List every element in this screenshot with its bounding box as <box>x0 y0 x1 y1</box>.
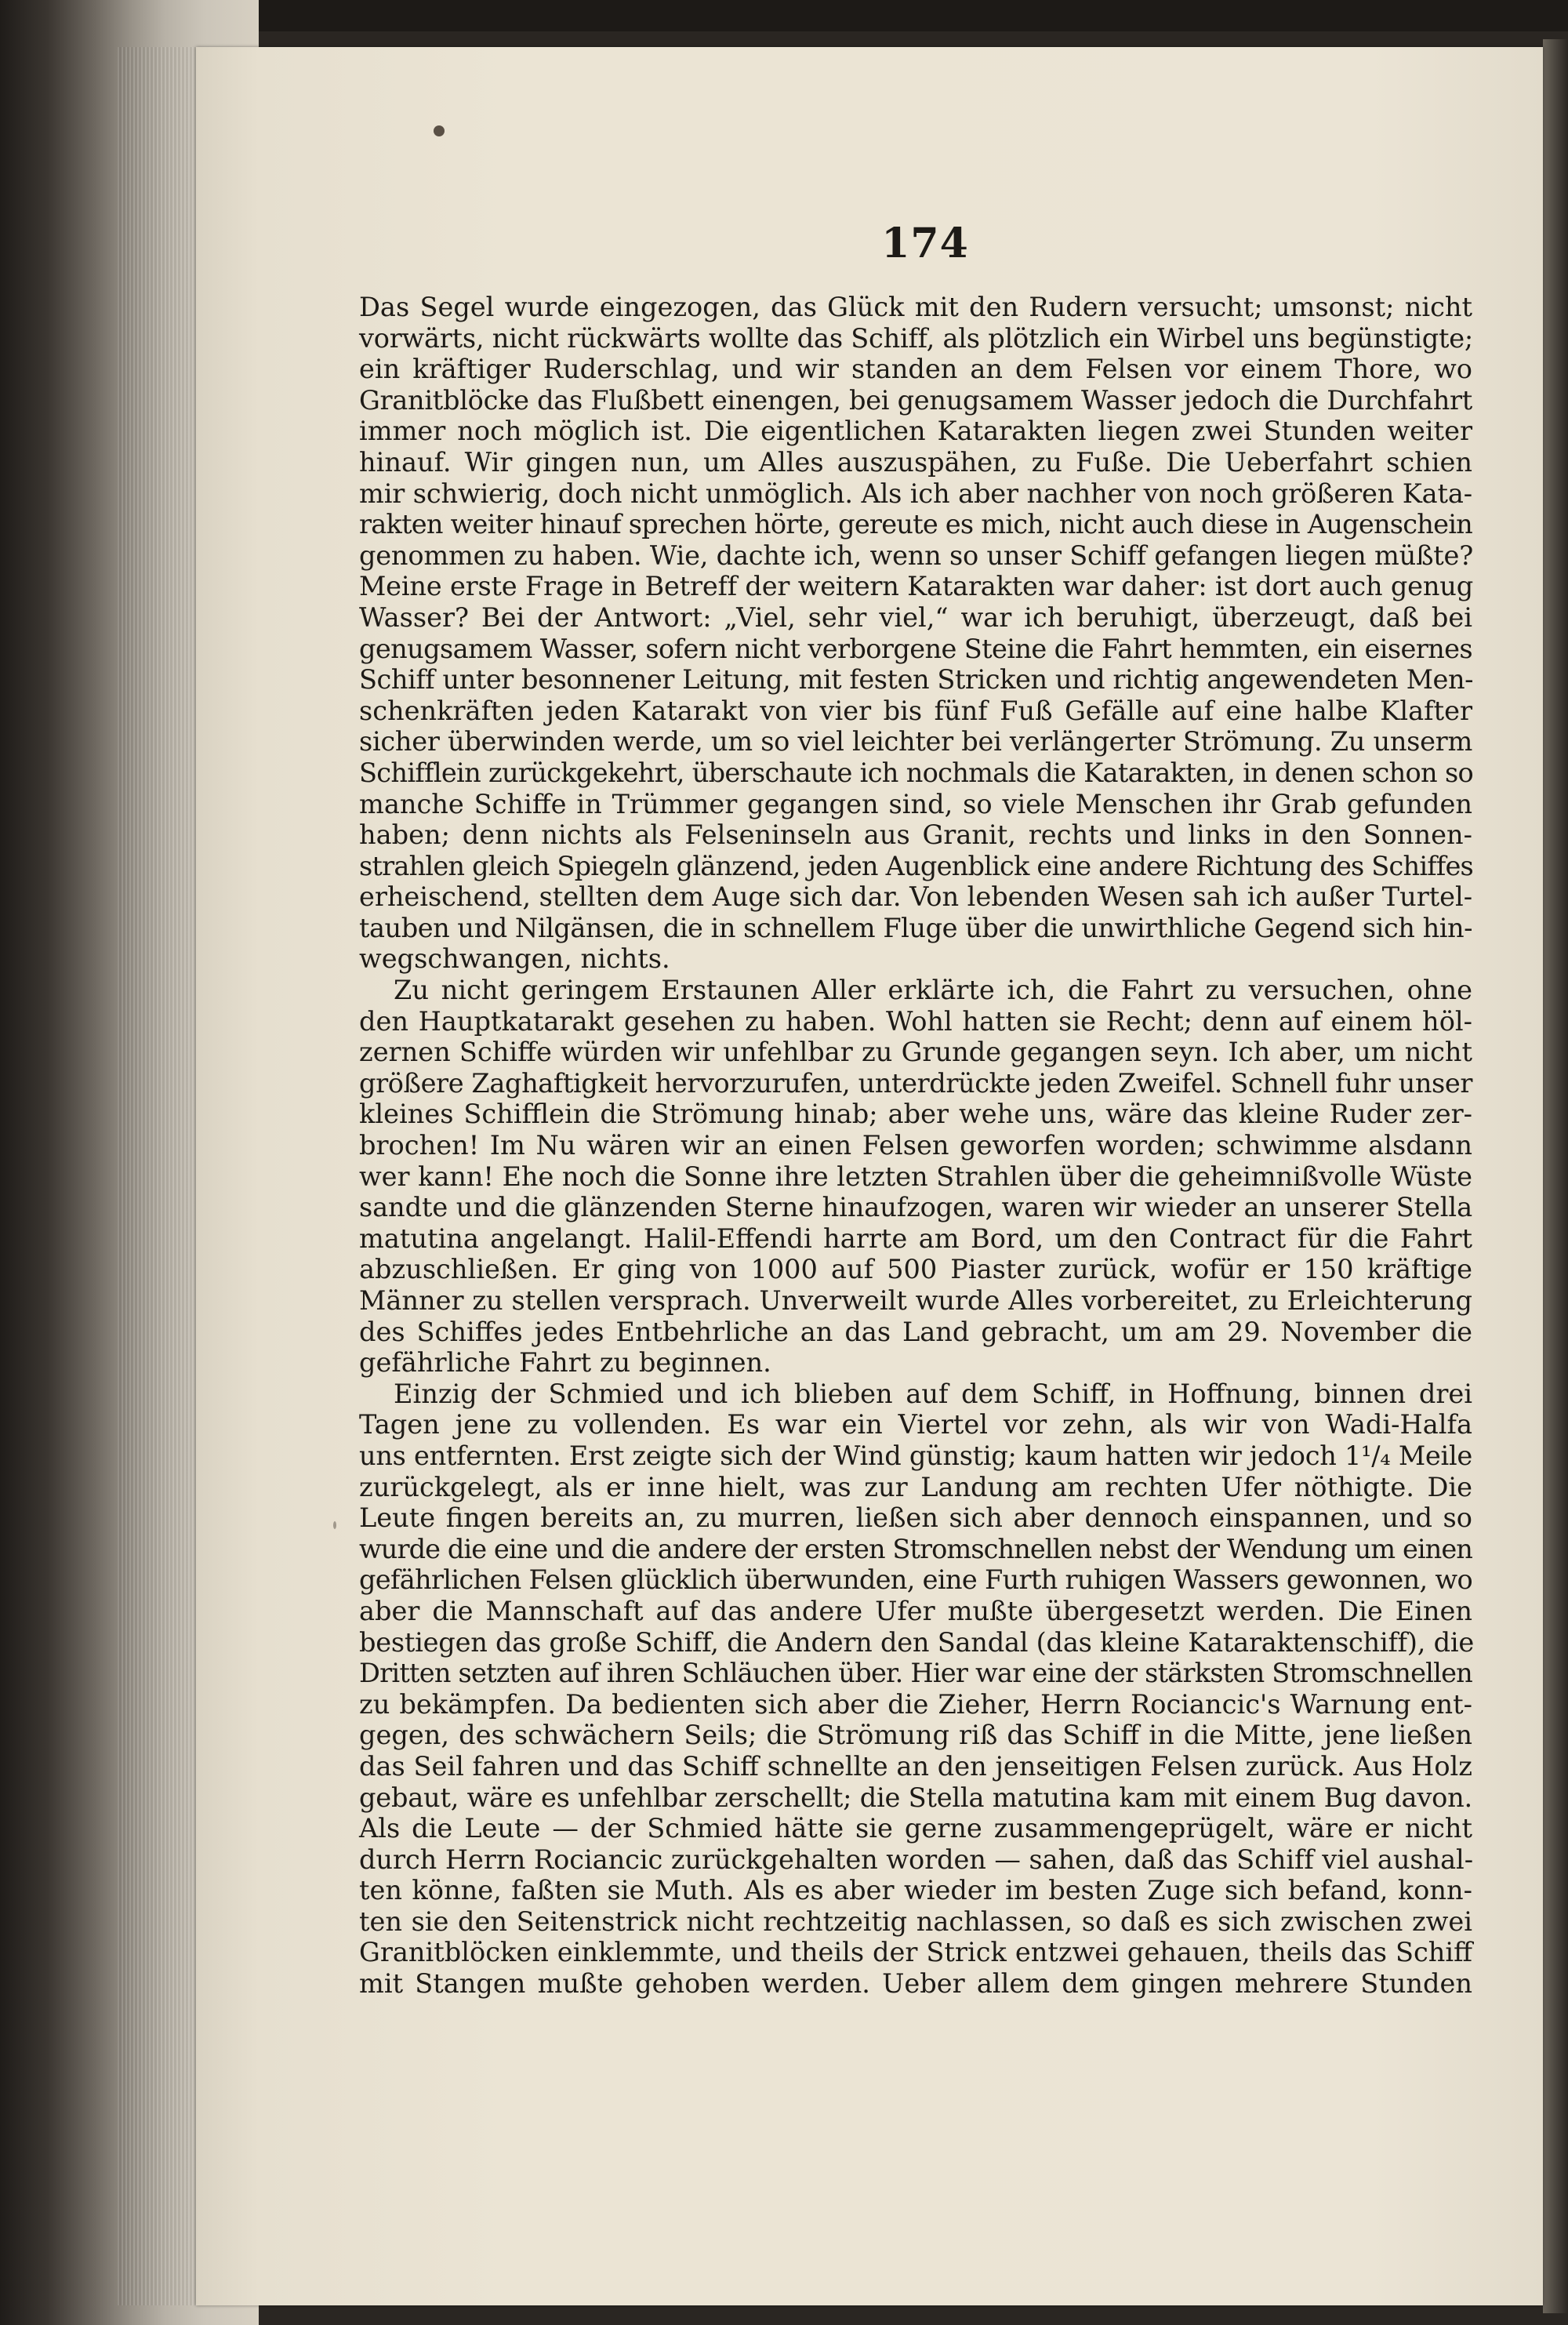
text-line: manche Schiffe in Trümmer gegangen sind, so viele Menschen ihr Grab gefunden <box>359 788 1472 819</box>
text-line: gegen, des schwächern Seils; die Strömung riß das Schiff in die Mitte, jene ließen <box>359 1720 1472 1751</box>
ink-speck <box>434 125 445 136</box>
text-line: ten könne, faßten sie Muth. Als es aber wieder im besten Zuge sich befand, konn- <box>359 1875 1472 1906</box>
text-line: durch Herrn Rociancic zurückgehalten worden — sahen, daß das Schiff viel aushal- <box>359 1844 1473 1875</box>
text-line: strahlen gleich Spiegeln glänzend, jeden Augenblick eine andere Richtung des Schiffes <box>359 850 1473 881</box>
right-page-shadow <box>1543 39 1568 2313</box>
text-line: sicher überwinden werde, um so viel leichter bei verlängerter Strömung. Zu unserm <box>359 726 1472 757</box>
text-line: aber die Mannschaft auf das andere Ufer mußte übergesetzt werden. Die Einen <box>359 1595 1472 1626</box>
text-line: Männer zu stellen versprach. Unverweilt wurde Alles vorbereitet, zu Erleichterung <box>359 1285 1472 1316</box>
body-text <box>359 292 1475 2000</box>
text-line: brochen! Im Nu wären wir an einen Felsen geworfen worden; schwimme alsdann <box>359 1130 1472 1161</box>
text-line: Schifflein zurückgekehrt, überschaute ich nochmals die Katarakten, in denen schon so <box>359 757 1473 788</box>
text-line: des Schiffes jedes Entbehrliche an das Land gebracht, um am 29. November die <box>359 1316 1472 1347</box>
text-line: größere Zaghaftigkeit hervorzurufen, unterdrückte jeden Zweifel. Schnell fuhr unser <box>359 1067 1472 1099</box>
text-line: zu bekämpfen. Da bedienten sich aber die Zieher, Herrn Rociancic's Warnung ent- <box>359 1688 1472 1720</box>
text-line: ein kräftiger Ruderschlag, und wir standen an dem Felsen vor einem Thore, wo <box>359 354 1472 385</box>
text-line: vorwärts, nicht rückwärts wollte das Schiff, als plötzlich ein Wirbel uns begünstigte; <box>359 322 1473 354</box>
text-line: Granitblöcken einklemmte, und theils der Strick entzwei gehauen, theils das Schiff <box>359 1937 1472 1968</box>
text-line: matutina angelangt. Halil-Effendi harrte am Bord, um den Contract für die Fahrt <box>359 1222 1472 1254</box>
text-line: immer noch möglich ist. Die eigentlichen Katarakten liegen zwei Stunden weiter <box>359 416 1472 447</box>
text-line: Meine erste Frage in Betreff der weitern Katarakten war daher: ist dort auch genug <box>359 571 1473 602</box>
text-line: bestiegen das große Schiff, die Andern den Sandal (das kleine Kataraktenschiff), die <box>359 1626 1475 1658</box>
text-line: mir schwierig, doch nicht unmöglich. Als ich aber nachher von noch größeren Kata- <box>359 478 1472 509</box>
text-line: Wasser? Bei der Antwort: „Viel, sehr viel,“ war ich beruhigt, überzeugt, daß bei <box>359 601 1472 633</box>
text-line: tauben und Nilgänsen, die in schnellem Fluge über die unwirthliche Gegend sich hin- <box>359 912 1472 943</box>
ink-speck <box>333 1521 336 1529</box>
text-line: uns entfernten. Erst zeigte sich der Wind günstig; kaum hatten wir jedoch 1¹/₄ Meile <box>359 1440 1472 1471</box>
text-line: kleines Schifflein die Strömung hinab; aber wehe uns, wäre das kleine Ruder zer- <box>359 1099 1472 1130</box>
text-line: abzuschließen. Er ging von 1000 auf 500 Piaster zurück, wofür er 150 kräftige <box>359 1254 1472 1285</box>
text-line: haben; denn nichts als Felseninseln aus Granit, rechts und links in den Sonnen- <box>359 819 1472 851</box>
text-line: rakten weiter hinauf sprechen hörte, gereute es mich, nicht auch diese in Augenschein <box>359 509 1472 540</box>
text-line: Zu nicht geringem Erstaunen Aller erklärte ich, die Fahrt zu versuchen, ohne <box>394 975 1472 1006</box>
text-line: wegschwangen, nichts. <box>359 943 670 975</box>
text-line: Das Segel wurde eingezogen, das Glück mit den Rudern versucht; umsonst; nicht <box>359 292 1472 322</box>
text-line: wer kann! Ehe noch die Sonne ihre letzten Strahlen über die geheimnißvolle Wüste <box>359 1161 1472 1192</box>
text-line: genugsamem Wasser, sofern nicht verborgene Steine die Fahrt hemmten, ein eisernes <box>359 633 1472 664</box>
text-line: Granitblöcke das Flußbett einengen, bei genugsamem Wasser jedoch die Durchfahrt <box>359 384 1472 416</box>
text-line: gebaut, wäre es unfehlbar zerschellt; die Stella matutina kam mit einem Bug davon. <box>359 1782 1472 1813</box>
text-line: Einzig der Schmied und ich blieben auf dem Schiff, in Hoffnung, binnen drei <box>394 1378 1472 1409</box>
text-line: hinauf. Wir gingen nun, um Alles auszuspähen, zu Fuße. Die Ueberfahrt schien <box>359 446 1472 478</box>
text-line: mit Stangen mußte gehoben werden. Ueber allem dem gingen mehrere Stunden <box>359 1968 1472 2000</box>
text-line: erheischend, stellten dem Auge sich dar. Von lebenden Wesen sah ich außer Turtel- <box>359 881 1472 913</box>
text-line: das Seil fahren und das Schiff schnellte an den jenseitigen Felsen zurück. Aus Holz <box>359 1750 1472 1782</box>
text-line: zernen Schiffe würden wir unfehlbar zu Grunde gegangen seyn. Ich aber, um nicht <box>359 1037 1472 1068</box>
text-line: Schiff unter besonnener Leitung, mit festen Stricken und richtig angewendeten Men- <box>359 664 1473 696</box>
text-line: schenkräften jeden Katarakt von vier bis fünf Fuß Gefälle auf eine halbe Klafter <box>359 695 1472 726</box>
text-line: Tagen jene zu vollenden. Es war ein Viertel vor zehn, als wir von Wadi-Halfa <box>359 1409 1472 1440</box>
page-number: 174 <box>881 220 969 267</box>
text-line: gefährlichen Felsen glücklich überwunden, eine Furth ruhigen Wassers gewonnen, wo <box>359 1564 1472 1596</box>
text-line: wurde die eine und die andere der ersten Stromschnellen nebst der Wendung um einen <box>359 1533 1472 1564</box>
text-line: gefährliche Fahrt zu beginnen. <box>359 1347 771 1379</box>
text-line: genommen zu haben. Wie, dachte ich, wenn so unser Schiff gefangen liegen müßte? <box>359 539 1473 571</box>
text-line: Als die Leute — der Schmied hätte sie gerne zusammengeprügelt, wäre er nicht <box>359 1813 1472 1844</box>
text-line: sandte und die glänzenden Sterne hinaufzogen, waren wir wieder an unserer Stella <box>359 1192 1472 1223</box>
text-line: zurückgelegt, als er inne hielt, was zur Landung am rechten Ufer nöthigte. Die <box>359 1471 1472 1502</box>
text-line: Leute fingen bereits an, zu murren, ließen sich aber dennoch einspannen, und so <box>359 1502 1472 1534</box>
text-line: ten sie den Seitenstrick nicht rechtzeitig nachlassen, so daß es sich zwischen zwei <box>359 1905 1472 1937</box>
text-line: den Hauptkatarakt gesehen zu haben. Wohl hatten sie Recht; denn auf einem höl- <box>359 1005 1472 1037</box>
text-line: Dritten setzten auf ihren Schläuchen über. Hier war eine der stärksten Stromschnellen <box>359 1658 1472 1689</box>
